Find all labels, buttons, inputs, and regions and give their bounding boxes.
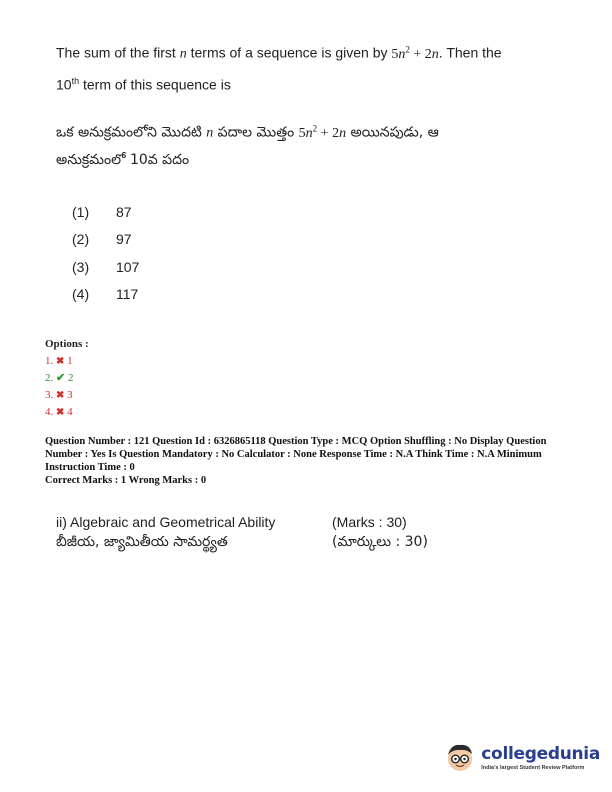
- sum-expression: $5n^2 + 2n$: [391, 44, 439, 62]
- section-marks-telugu: (మార్కులు : 30): [332, 534, 428, 550]
- question-text-telugu: [56, 115, 576, 174]
- choice-3: (3) 107: [72, 258, 140, 275]
- options-key: [45, 336, 89, 421]
- choice-2: (2) 97: [72, 231, 132, 248]
- choice-1: (1) 87: [72, 203, 132, 220]
- options-heading: Options :: [45, 338, 89, 350]
- option-2: 2. ✔ 2: [45, 372, 74, 384]
- logo-name: collegedunia: [481, 743, 600, 764]
- answer-choices: [72, 198, 139, 308]
- option-4: 4. ✖ 4: [45, 406, 73, 418]
- section-title-telugu: బీజీయ, జ్యామితీయ సామర్థ్యత: [56, 534, 228, 550]
- telugu-line-1: ఒక అనుక్రమంలోని మొదటి n పదాల మొత్తం $5n^2 + 2n$ అయినపుడు, ఆ: [56, 123, 439, 141]
- wrong-icon: ✖: [56, 407, 65, 418]
- collegedunia-logo: [443, 740, 600, 774]
- question-line-1: The sum of the first n terms of a sequence is given by $5n^2 + 2n$. Then the: [56, 44, 502, 62]
- wrong-icon: ✖: [56, 390, 65, 401]
- option-1: 1. ✖ 1: [45, 355, 73, 367]
- check-icon: ✔: [56, 372, 66, 384]
- mascot-icon: [443, 740, 477, 774]
- logo-tagline: India's largest Student Review Platform: [481, 764, 585, 771]
- question-line-2: 10th term of this sequence is: [56, 75, 231, 93]
- telugu-line-2: అనుక్రమంలో 10వ పదం: [56, 151, 190, 168]
- choice-4: (4) 117: [72, 286, 139, 303]
- option-3: 3. ✖ 3: [45, 389, 73, 401]
- question-metadata: Question Number : 121 Question Id : 6326865118 Question Type : MCQ Option Shuffling : No Display Question Number : Yes Is Question Mandatory : No Calculator : None Response Time : N.A Think Time : N.A Minimum Instruction Time : 0 Correct Marks : 1 Wrong Marks : 0: [45, 436, 547, 486]
- question-text-english: [56, 36, 556, 98]
- section-marks-english: (Marks : 30): [332, 514, 407, 530]
- section-title-english: ii) Algebraic and Geometrical Ability: [56, 514, 276, 530]
- section-header: [56, 512, 576, 552]
- wrong-icon: ✖: [56, 356, 65, 367]
